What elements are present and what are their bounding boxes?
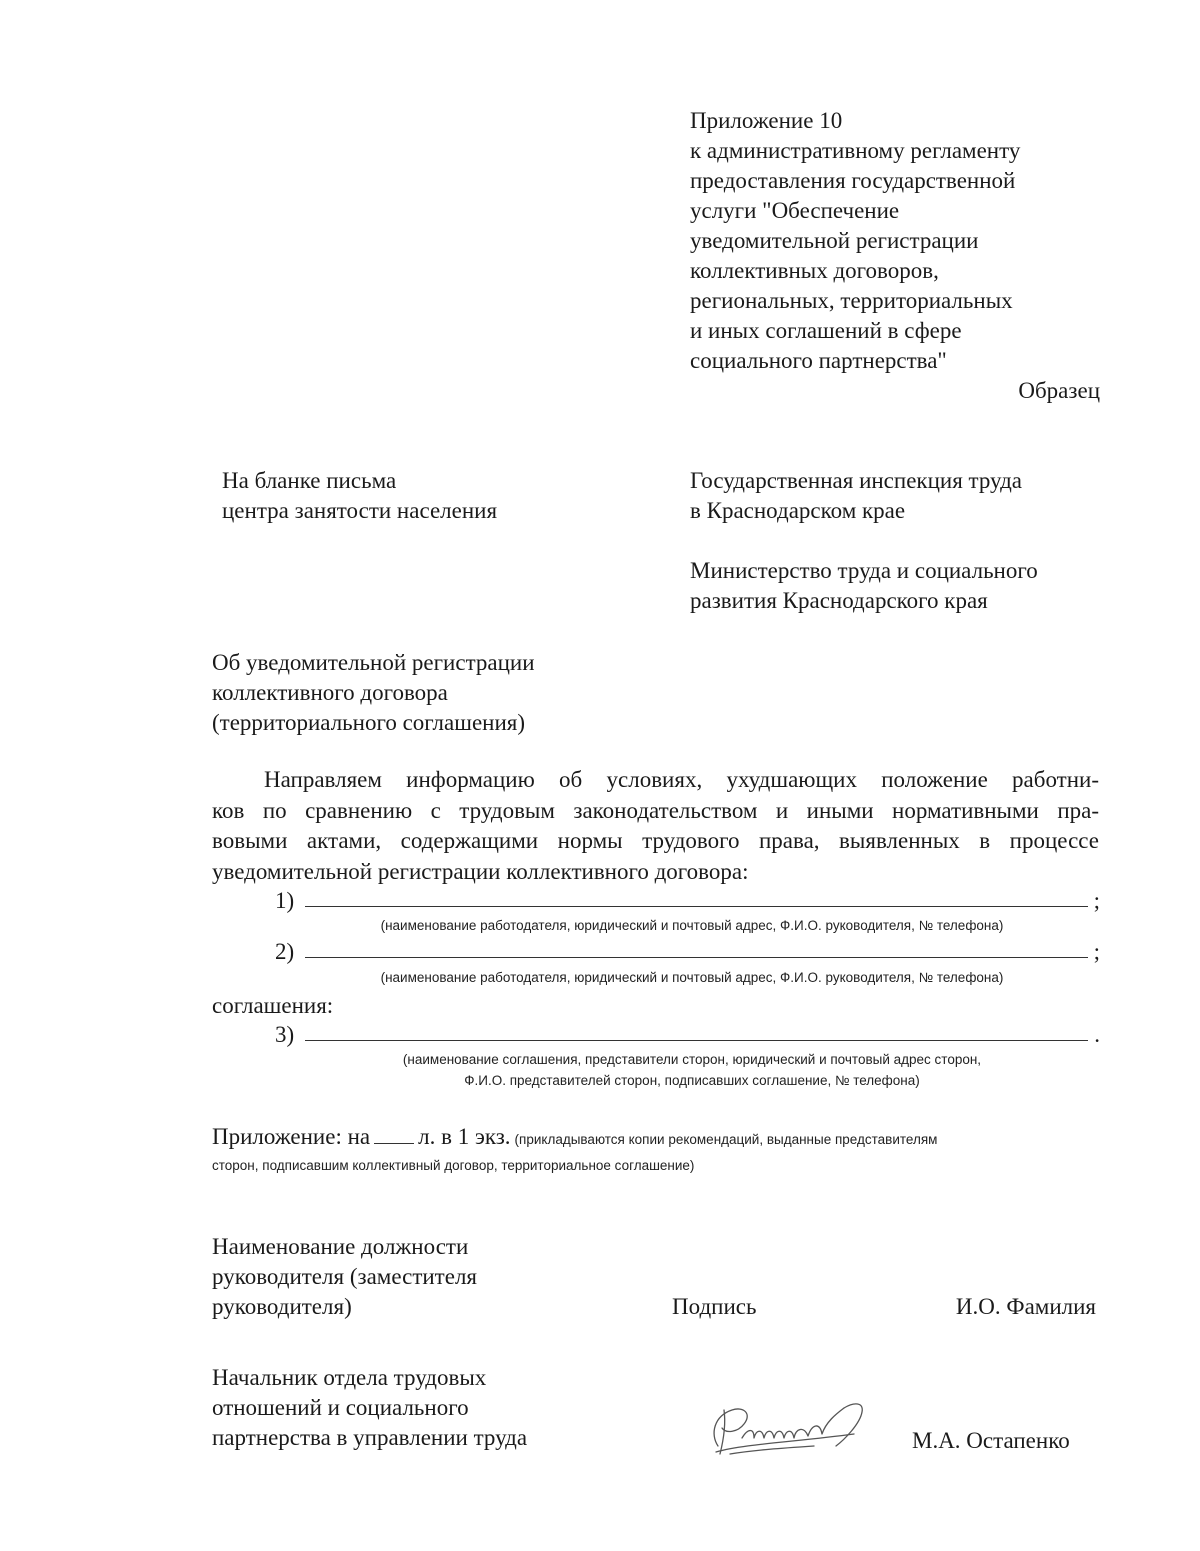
body-paragraph: [212, 765, 1099, 887]
position-line: Начальник отдела трудовых: [212, 1365, 487, 1390]
appendix-line: региональных, территориальных: [690, 288, 1013, 313]
subject-line: Об уведомительной регистрации: [212, 650, 535, 675]
item-number: 2): [275, 939, 295, 964]
appendix-line: коллективных договоров,: [690, 258, 939, 283]
signature-placeholder: Подпись: [672, 1294, 757, 1319]
body-line: ков по сравнению с трудовым законодательством и иными нормативными пра-: [212, 797, 1099, 823]
letterhead-note-line: На бланке письма: [222, 468, 397, 493]
letterhead-note-line: центра занятости населения: [222, 498, 498, 523]
recipient-line: в Краснодарском крае: [690, 498, 906, 523]
fill-item-1-hint: (наименование работодателя, юридический и почтовый адрес, Ф.И.О. руководителя, № телефона): [380, 918, 1004, 933]
letterhead-note: [222, 466, 582, 526]
signatory-name-placeholder: И.О. Фамилия: [955, 1294, 1096, 1319]
appendix-line: уведомительной регистрации: [690, 228, 979, 253]
recipients-block: [690, 466, 1110, 616]
appendix-line: социального партнерства": [690, 348, 947, 373]
fill-in-line[interactable]: [305, 957, 1088, 958]
body-line: уведомительной регистрации коллективного договора:: [212, 858, 749, 884]
position-line: руководителя (заместителя: [212, 1264, 477, 1289]
subject-line: (территориального соглашения): [212, 710, 526, 735]
agreements-label: соглашения:: [212, 993, 334, 1018]
fill-in-line[interactable]: [305, 1040, 1088, 1041]
letter-subject: [212, 648, 632, 738]
fill-in-line[interactable]: [305, 906, 1088, 907]
body-line: Направляем информацию об условиях, ухудшающих положение работни-: [264, 767, 1099, 792]
signatory-position: [212, 1232, 532, 1322]
fill-item-3: [275, 1020, 1100, 1050]
subject-line: коллективного договора: [212, 680, 448, 705]
appendix-line: и иных соглашений в сфере: [690, 318, 962, 343]
appendix-line: услуги "Обеспечение: [690, 198, 900, 223]
recipient-line: развития Краснодарского края: [690, 588, 988, 613]
attachment-block: [212, 1122, 1112, 1177]
position-line: Наименование должности: [212, 1234, 469, 1259]
appendix-line: Приложение 10: [690, 108, 843, 133]
official-name: М.А. Остапенко: [912, 1428, 1070, 1453]
position-line: руководителя): [212, 1294, 352, 1319]
item-terminator: ;: [1093, 888, 1100, 913]
item-terminator: .: [1094, 1022, 1100, 1047]
fill-item-1: [275, 886, 1100, 916]
fill-item-2: [275, 937, 1100, 967]
appendix-line: к административному регламенту: [690, 138, 1021, 163]
item-terminator: ;: [1093, 939, 1100, 964]
attachment-line: [212, 1122, 1112, 1155]
fill-item-2-hint: (наименование работодателя, юридический и почтовый адрес, Ф.И.О. руководителя, № телефона): [380, 970, 1004, 985]
recipient-line: Министерство труда и социального: [690, 558, 1038, 583]
position-line: отношений и социального: [212, 1395, 469, 1420]
item-number: 3): [275, 1022, 295, 1047]
attachment-note-cont: сторон, подписавшим коллективный договор, территориальное соглашение): [212, 1158, 695, 1173]
attachment-note: (прикладываются копии рекомендаций, выданные представителям: [514, 1132, 938, 1147]
attachment-suffix: л. в 1 экз.: [418, 1124, 511, 1149]
recipients-spacer: [690, 526, 1110, 556]
position-line: партнерства в управлении труда: [212, 1425, 528, 1450]
item-number: 1): [275, 888, 295, 913]
sheet-count-blank[interactable]: [374, 1125, 414, 1144]
fill-item-3-hint-line1: (наименование соглашения, представители сторон, юридический и почтовый адрес сторон,: [402, 1052, 982, 1067]
appendix-block: [690, 106, 1110, 376]
sample-label: Образец: [1018, 378, 1100, 403]
fill-item-3-hint-line2: Ф.И.О. представителей сторон, подписавших соглашение, № телефона): [464, 1073, 920, 1088]
attachment-prefix: Приложение: на: [212, 1124, 371, 1149]
handwritten-signature: [704, 1394, 884, 1464]
recipient-line: Государственная инспекция труда: [690, 468, 1023, 493]
appendix-line: предоставления государственной: [690, 168, 1016, 193]
body-line: вовыми актами, содержащими нормы трудового права, выявленных в процессе: [212, 828, 1099, 853]
official-position: [212, 1363, 612, 1453]
